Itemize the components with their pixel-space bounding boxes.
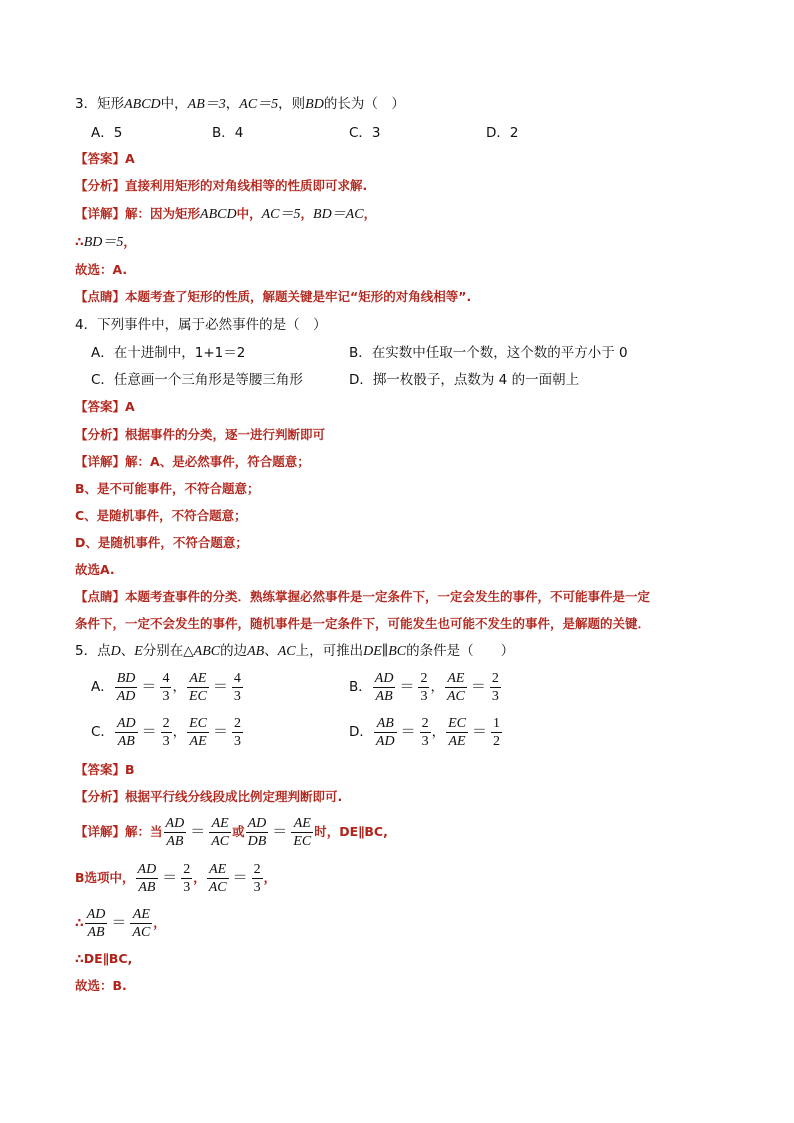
fraction: $\frac{2}{3}$ xyxy=(162,715,170,749)
fraction: $\frac{EC}{AE}$ xyxy=(448,715,466,749)
fraction: $\frac{1}{2}$ xyxy=(493,715,500,749)
fraction: $\frac{2}{3}$ xyxy=(420,670,428,704)
fraction: $\frac{AD}{AB}$ xyxy=(137,861,157,895)
q4-option-a: A．在十进制中，1+1＝2 xyxy=(91,345,246,361)
fraction: $\frac{AD}{DB}$ xyxy=(247,815,267,849)
fraction: $\frac{AE}{AC}$ xyxy=(211,815,230,849)
q3-stem: 3．矩形ABCD中，AB＝3，AC＝5，则BD的长为（ ） xyxy=(75,96,405,112)
q4-answer: 【答案】A xyxy=(75,399,135,414)
q4-comment-line2: 条件下，一定不会发生的事件，随机事件是一定条件下，可能发生也可能不发生的事件，是解题的关键． xyxy=(75,616,651,631)
q5-analysis: 【分析】根据平行线分线段成比例定理判断即可. xyxy=(75,789,343,804)
fraction: $\frac{AD}{AB}$ xyxy=(116,715,136,749)
q4-option-b: B．在实数中任取一个数，这个数的平方小于 0 xyxy=(349,345,628,361)
q4-stem: 4．下列事件中，属于必然事件的是（ ） xyxy=(75,317,327,333)
q5-choose: 故选：B. xyxy=(75,978,127,993)
fraction: $\frac{AE}{EC}$ xyxy=(293,815,312,849)
fraction: $\frac{2}{3}$ xyxy=(183,861,191,895)
q4-choose: 故选A. xyxy=(75,562,115,577)
q5-detail: 【详解】解：当 $\frac{AD}{AB}$ ＝ $\frac{AE}{AC}$ 或 $\frac{AD}{DB}$ ＝ $\frac{AE}{EC}$ 时，DE∥BC, xyxy=(75,815,388,849)
q5-option-c: C． $\frac{AD}{AB}$ ＝ $\frac{2}{3}$ ， $\frac{EC}{AE}$ ＝ $\frac{2}{3}$ xyxy=(91,715,242,749)
fraction: $\frac{AE}{AC}$ xyxy=(208,861,227,895)
fraction: $\frac{AD}{AB}$ xyxy=(165,815,185,849)
fraction: $\frac{AD}{AB}$ xyxy=(374,670,394,704)
q5-therefore-parallel: ∴DE∥BC, xyxy=(75,951,133,966)
q3-analysis: 【分析】直接利用矩形的对角线相等的性质即可求解. xyxy=(75,178,368,193)
q3-choose: 故选：A. xyxy=(75,262,128,277)
q4-detail: 【详解】解：A、是必然事件，符合题意； xyxy=(75,454,310,469)
fraction: $\frac{AE}{EC}$ xyxy=(188,670,207,704)
fraction: $\frac{EC}{AE}$ xyxy=(189,715,208,749)
fraction: $\frac{AE}{AC}$ xyxy=(446,670,465,704)
fraction: $\frac{4}{3}$ xyxy=(233,670,241,704)
fraction: $\frac{BD}{AD}$ xyxy=(116,670,136,704)
q3-option-c: C．3 xyxy=(349,125,381,141)
q3-therefore: ∴BD＝5， xyxy=(75,234,136,250)
q3-comment: 【点睛】本题考查了矩形的性质，解题关键是牢记“矩形的对角线相等”. xyxy=(75,289,472,304)
q4-detail-d: D、是随机事件，不符合题意； xyxy=(75,535,248,550)
fraction: $\frac{2}{3}$ xyxy=(234,715,242,749)
q3-option-d: D．2 xyxy=(486,125,519,141)
q4-option-d: D．掷一枚骰子，点数为 4 的一面朝上 xyxy=(349,372,580,388)
q4-comment: 【点睛】本题考查事件的分类．熟练掌握必然事件是一定条件下，一定会发生的事件，不可能事件是一定 xyxy=(75,589,651,604)
fraction: $\frac{AE}{AC}$ xyxy=(132,906,151,940)
q3-answer: 【答案】A xyxy=(75,151,135,166)
fraction: $\frac{4}{3}$ xyxy=(162,670,170,704)
q5-therefore: ∴ $\frac{AD}{AB}$ ＝ $\frac{AE}{AC}$ ， xyxy=(75,906,166,940)
q3-option-a: A．5 xyxy=(91,125,123,141)
q5-stem: 5．点D、E分别在△ABC的边AB、AC上，可推出DE∥BC的条件是（ ） xyxy=(75,643,515,659)
fraction: $\frac{AB}{AD}$ xyxy=(375,715,395,749)
q4-detail-c: C、是随机事件，不符合题意； xyxy=(75,508,247,523)
fraction: $\frac{2}{3}$ xyxy=(253,861,261,895)
fraction: $\frac{2}{3}$ xyxy=(491,670,499,704)
q4-analysis: 【分析】根据事件的分类，逐一进行判断即可 xyxy=(75,427,326,442)
q5-b-option-line: B选项中， $\frac{AD}{AB}$ ＝ $\frac{2}{3}$ ， $\frac{AE}{AC}$ ＝ $\frac{2}{3}$ ， xyxy=(75,861,277,895)
q5-option-b: B． $\frac{AD}{AB}$ ＝ $\frac{2}{3}$ ， $\frac{AE}{AC}$ ＝ $\frac{2}{3}$ xyxy=(349,670,499,704)
q3-detail: 【详解】解：因为矩形ABCD中，AC＝5，BD＝AC， xyxy=(75,206,377,222)
q5-answer: 【答案】B xyxy=(75,762,135,777)
q5-option-d: D． $\frac{AB}{AD}$ ＝ $\frac{2}{3}$ ， $\frac{EC}{AE}$ ＝ $\frac{1}{2}$ xyxy=(349,715,500,749)
fraction: $\frac{2}{3}$ xyxy=(421,715,429,749)
q4-option-c: C．任意画一个三角形是等腰三角形 xyxy=(91,372,303,388)
fraction: $\frac{AD}{AB}$ xyxy=(86,906,106,940)
q4-detail-b: B、是不可能事件，不符合题意； xyxy=(75,481,260,496)
q3-option-b: B．4 xyxy=(212,125,244,141)
q5-option-a: A． $\frac{BD}{AD}$ ＝ $\frac{4}{3}$ ， $\frac{AE}{EC}$ ＝ $\frac{4}{3}$ xyxy=(91,670,241,704)
